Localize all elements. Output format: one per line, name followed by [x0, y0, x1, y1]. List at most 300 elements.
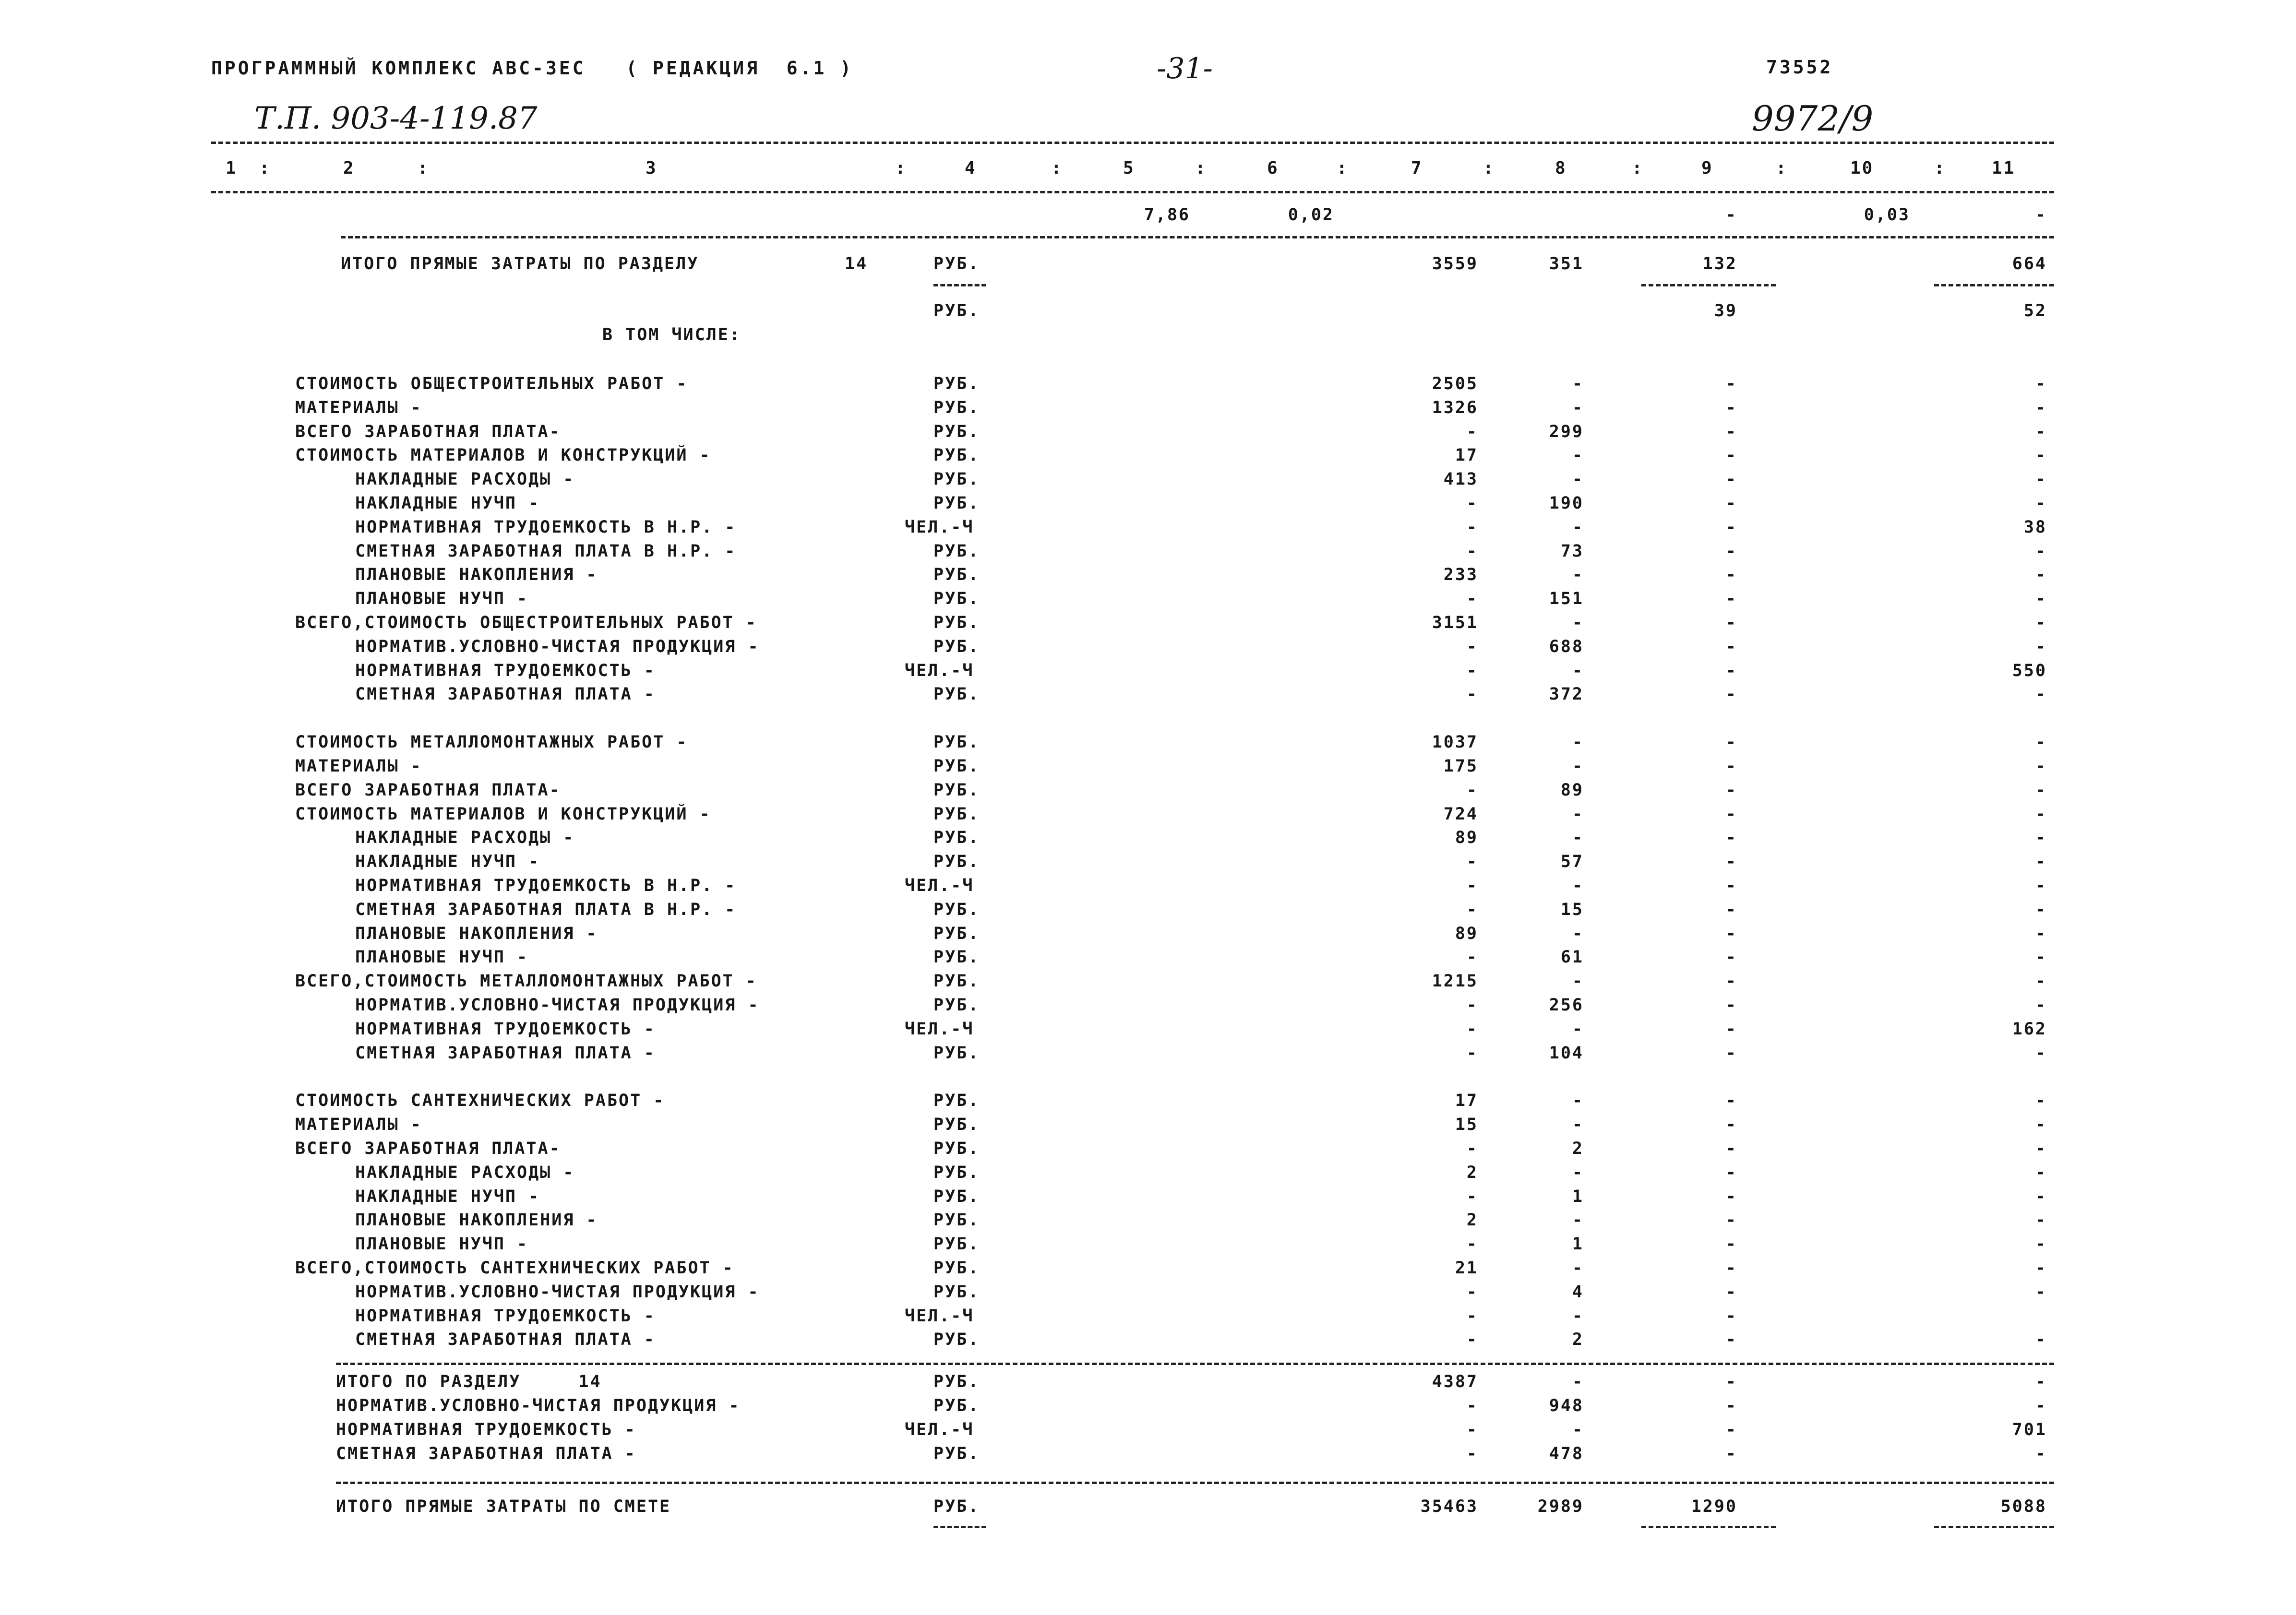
underline: [933, 1526, 986, 1528]
value-col8: 1: [1572, 1187, 1584, 1206]
column-number-5: 5: [1123, 158, 1135, 178]
value-col9: -: [1725, 1187, 1737, 1206]
page-number: -31-: [1157, 52, 1213, 85]
value-col7: 3151: [1432, 613, 1478, 632]
value-col11: -: [2035, 422, 2047, 441]
column-number-7: 7: [1411, 158, 1423, 178]
value-col9: -: [1725, 1420, 1737, 1439]
value-col8: 151: [1549, 589, 1584, 608]
section-total-label: ИТОГО ПРЯМЫЕ ЗАТРАТЫ ПО РАЗДЕЛУ: [341, 254, 699, 273]
unit: РУБ.: [933, 685, 980, 704]
unit: РУБ.: [933, 1187, 980, 1206]
value-col11: -: [2035, 1044, 2047, 1063]
unit: РУБ.: [933, 1282, 980, 1302]
value-col9: -: [1725, 1211, 1737, 1230]
column-separator: :: [1632, 158, 1644, 178]
value-col11: -: [2035, 374, 2047, 393]
value-col8: -: [1572, 876, 1584, 895]
total-label: ИТОГО ПО РАЗДЕЛУ 14: [336, 1372, 602, 1391]
value-col9: -: [1725, 1139, 1737, 1158]
value-col5: 7,86: [1144, 205, 1190, 225]
unit: РУБ.: [933, 1372, 980, 1391]
value-col11: -: [2035, 948, 2047, 967]
unit: РУБ.: [933, 1396, 980, 1415]
value-col8: -: [1572, 972, 1584, 991]
unit: РУБ.: [933, 1444, 980, 1463]
value-col11: -: [2035, 205, 2047, 225]
value-col9: -: [1725, 374, 1737, 393]
row-label: МАТЕРИАЛЫ -: [295, 398, 422, 417]
value-col8: -: [1572, 1259, 1584, 1278]
unit: РУБ.: [933, 733, 980, 752]
value-col11: -: [2035, 757, 2047, 776]
document-code: 73552: [1766, 57, 1833, 78]
value-col11: 664: [2012, 254, 2047, 273]
unit: РУБ.: [933, 757, 980, 776]
column-number-2: 2: [343, 158, 355, 178]
value-col11: -: [2035, 781, 2047, 800]
value-col7: 2505: [1432, 374, 1478, 393]
row-label: СМЕТНАЯ ЗАРАБОТНАЯ ПЛАТА -: [355, 685, 656, 704]
value-col11: -: [2035, 1139, 2047, 1158]
value-col9: -: [1725, 494, 1737, 513]
value-col11: -: [2035, 828, 2047, 847]
value-col7: 175: [1443, 757, 1478, 776]
column-number-10: 10: [1850, 158, 1874, 178]
value-col7: -: [1466, 661, 1478, 680]
row-label: СМЕТНАЯ ЗАРАБОТНАЯ ПЛАТА -: [355, 1044, 656, 1063]
value-col7: -: [1466, 1306, 1478, 1326]
value-col8: -: [1572, 518, 1584, 537]
column-number-8: 8: [1555, 158, 1567, 178]
total-label: СМЕТНАЯ ЗАРАБОТНАЯ ПЛАТА -: [336, 1444, 636, 1463]
value-col9: -: [1725, 518, 1737, 537]
section-rule: [341, 236, 2054, 238]
value-col11: -: [2035, 542, 2047, 561]
value-col9: -: [1725, 852, 1737, 871]
row-label: ПЛАНОВЫЕ НАКОПЛЕНИЯ -: [355, 565, 598, 584]
row-label: НАКЛАДНЫЕ НУЧП -: [355, 1187, 540, 1206]
value-col11: -: [2035, 1330, 2047, 1349]
value-col11: -: [2035, 1282, 2047, 1302]
unit: РУБ.: [933, 1211, 980, 1230]
value-col9: -: [1725, 205, 1737, 225]
unit: РУБ.: [933, 1497, 980, 1516]
value-col7: -: [1466, 494, 1478, 513]
value-col9: -: [1725, 542, 1737, 561]
value-col11: -: [2035, 805, 2047, 824]
row-label: СМЕТНАЯ ЗАРАБОТНАЯ ПЛАТА -: [355, 1330, 656, 1349]
value-col9: -: [1725, 661, 1737, 680]
column-number-4: 4: [965, 158, 977, 178]
unit: РУБ.: [933, 446, 980, 465]
value-col8: -: [1572, 1020, 1584, 1039]
value-col9: -: [1725, 1091, 1737, 1110]
unit: РУБ.: [933, 301, 980, 321]
unit: РУБ.: [933, 1330, 980, 1349]
row-label: НАКЛАДНЫЕ РАСХОДЫ -: [355, 828, 575, 847]
underline: [1641, 284, 1776, 286]
unit: РУБ.: [933, 1163, 980, 1182]
value-col7: -: [1466, 422, 1478, 441]
column-separator: :: [418, 158, 430, 178]
value-col7: -: [1466, 876, 1478, 895]
row-label: ВСЕГО ЗАРАБОТНАЯ ПЛАТА-: [295, 781, 561, 800]
value-col8: 256: [1549, 996, 1584, 1015]
row-label: ПЛАНОВЫЕ НАКОПЛЕНИЯ -: [355, 924, 598, 943]
unit: РУБ.: [933, 996, 980, 1015]
program-header: ПРОГРАММНЫЙ КОМПЛЕКС АВС-ЗЕС ( РЕДАКЦИЯ 6.1 ): [211, 58, 854, 79]
value-col8: 61: [1560, 948, 1584, 967]
row-label: МАТЕРИАЛЫ -: [295, 1115, 422, 1134]
unit: РУБ.: [933, 828, 980, 847]
unit: РУБ.: [933, 924, 980, 943]
row-label: СТОИМОСТЬ САНТЕХНИЧЕСКИХ РАБОТ -: [295, 1091, 665, 1110]
value-col7: 17: [1455, 446, 1478, 465]
grand-total-label: ИТОГО ПРЯМЫЕ ЗАТРАТЫ ПО СМЕТЕ: [336, 1497, 671, 1516]
row-label: ПЛАНОВЫЕ НУЧП -: [355, 589, 529, 608]
value-col9: 1290: [1691, 1497, 1737, 1516]
value-col8: -: [1572, 1306, 1584, 1326]
row-label: НОРМАТИВНАЯ ТРУДОЕМКОСТЬ -: [355, 1306, 656, 1326]
value-col9: -: [1725, 733, 1737, 752]
row-label: НОРМАТИВ.УСЛОВНО-ЧИСТАЯ ПРОДУКЦИЯ -: [355, 996, 760, 1015]
value-col7: -: [1466, 637, 1478, 656]
value-col7: -: [1466, 1420, 1478, 1439]
unit: ЧЕЛ.-Ч: [905, 1306, 974, 1326]
unit: РУБ.: [933, 565, 980, 584]
column-separator: :: [1051, 158, 1063, 178]
underline: [1934, 284, 2054, 286]
value-col7: 233: [1443, 565, 1478, 584]
value-col11: 52: [2023, 301, 2047, 321]
value-col7: 1215: [1432, 972, 1478, 991]
unit: РУБ.: [933, 805, 980, 824]
row-label: СМЕТНАЯ ЗАРАБОТНАЯ ПЛАТА В Н.Р. -: [355, 542, 737, 561]
value-col8: -: [1572, 757, 1584, 776]
value-col9: -: [1725, 613, 1737, 632]
value-col8: 104: [1549, 1044, 1584, 1063]
unit: РУБ.: [933, 422, 980, 441]
value-col8: -: [1572, 1115, 1584, 1134]
in-that-number-heading: В ТОМ ЧИСЛЕ:: [602, 325, 741, 344]
value-col9: -: [1725, 1115, 1737, 1134]
unit: РУБ.: [933, 1139, 980, 1158]
value-col7: -: [1466, 948, 1478, 967]
totals-rule: [336, 1363, 2054, 1365]
header-bottom-rule: [211, 191, 2054, 193]
row-label: НОРМАТИВНАЯ ТРУДОЕМКОСТЬ В Н.Р. -: [355, 876, 737, 895]
unit: РУБ.: [933, 1259, 980, 1278]
value-col9: -: [1725, 972, 1737, 991]
column-number-11: 11: [1992, 158, 2016, 178]
row-label: ВСЕГО,СТОИМОСТЬ МЕТАЛЛОМОНТАЖНЫХ РАБОТ -: [295, 972, 757, 991]
value-col8: 4: [1572, 1282, 1584, 1302]
value-col11: 38: [2023, 518, 2047, 537]
value-col8: -: [1572, 733, 1584, 752]
value-col11: -: [2035, 1187, 2047, 1206]
value-col8: -: [1572, 374, 1584, 393]
value-col7: -: [1466, 852, 1478, 871]
value-col11: 5088: [2000, 1497, 2047, 1516]
value-col8: -: [1572, 565, 1584, 584]
unit: РУБ.: [933, 613, 980, 632]
unit: РУБ.: [933, 1115, 980, 1134]
value-col9: -: [1725, 1444, 1737, 1463]
unit: РУБ.: [933, 542, 980, 561]
value-col8: -: [1572, 470, 1584, 489]
value-col9: -: [1725, 470, 1737, 489]
value-col8: 89: [1560, 781, 1584, 800]
value-col8: 1: [1572, 1235, 1584, 1254]
unit: РУБ.: [933, 1235, 980, 1254]
value-col11: -: [2035, 924, 2047, 943]
value-col11: -: [2035, 900, 2047, 919]
column-separator: :: [1934, 158, 1946, 178]
value-col7: -: [1466, 1187, 1478, 1206]
value-col9: -: [1725, 1235, 1737, 1254]
value-col9: -: [1725, 757, 1737, 776]
unit: РУБ.: [933, 900, 980, 919]
unit: РУБ.: [933, 972, 980, 991]
value-col7: 1037: [1432, 733, 1478, 752]
row-label: СМЕТНАЯ ЗАРАБОТНАЯ ПЛАТА В Н.Р. -: [355, 900, 737, 919]
value-col9: -: [1725, 1163, 1737, 1182]
value-col7: 3559: [1432, 254, 1478, 273]
unit: ЧЕЛ.-Ч: [905, 661, 974, 680]
unit: РУБ.: [933, 852, 980, 871]
value-col11: -: [2035, 733, 2047, 752]
row-label: ВСЕГО,СТОИМОСТЬ САНТЕХНИЧЕСКИХ РАБОТ -: [295, 1259, 734, 1278]
value-col9: -: [1725, 924, 1737, 943]
value-col8: 15: [1560, 900, 1584, 919]
unit: ЧЕЛ.-Ч: [905, 1020, 974, 1039]
handwritten-sheet-number: 9972/9: [1752, 98, 1874, 139]
value-col7: 413: [1443, 470, 1478, 489]
value-col11: -: [2035, 1211, 2047, 1230]
value-col9: -: [1725, 398, 1737, 417]
underline: [933, 284, 986, 286]
value-col11: -: [2035, 1163, 2047, 1182]
row-label: СТОИМОСТЬ МАТЕРИАЛОВ И КОНСТРУКЦИЙ -: [295, 805, 711, 824]
value-col11: -: [2035, 1396, 2047, 1415]
value-col8: 299: [1549, 422, 1584, 441]
value-col9: -: [1725, 589, 1737, 608]
unit: ЧЕЛ.-Ч: [905, 1420, 974, 1439]
row-label: НОРМАТИВ.УСЛОВНО-ЧИСТАЯ ПРОДУКЦИЯ -: [355, 637, 760, 656]
value-col11: -: [2035, 565, 2047, 584]
row-label: ПЛАНОВЫЕ НУЧП -: [355, 1235, 529, 1254]
value-col8: 57: [1560, 852, 1584, 871]
value-col8: 190: [1549, 494, 1584, 513]
unit: РУБ.: [933, 1044, 980, 1063]
row-label: СТОИМОСТЬ ОБЩЕСТРОИТЕЛЬНЫХ РАБОТ -: [295, 374, 688, 393]
row-label: СТОИМОСТЬ МЕТАЛЛОМОНТАЖНЫХ РАБОТ -: [295, 733, 688, 752]
unit: ЧЕЛ.-Ч: [905, 518, 974, 537]
value-col8: 351: [1549, 254, 1584, 273]
value-col11: -: [2035, 1115, 2047, 1134]
value-col11: -: [2035, 852, 2047, 871]
grand-total-rule: [336, 1482, 2054, 1484]
value-col8: 2: [1572, 1330, 1584, 1349]
value-col9: -: [1725, 1396, 1737, 1415]
total-label: НОРМАТИВНАЯ ТРУДОЕМКОСТЬ -: [336, 1420, 636, 1439]
value-col11: -: [2035, 398, 2047, 417]
unit: РУБ.: [933, 1091, 980, 1110]
value-col7: -: [1466, 781, 1478, 800]
column-separator: :: [1483, 158, 1495, 178]
value-col11: -: [2035, 1259, 2047, 1278]
value-col8: -: [1572, 1420, 1584, 1439]
value-col11: -: [2035, 637, 2047, 656]
value-col9: -: [1725, 1330, 1737, 1349]
row-label: НАКЛАДНЫЕ НУЧП -: [355, 494, 540, 513]
value-col11: -: [2035, 1235, 2047, 1254]
row-label: ВСЕГО ЗАРАБОТНАЯ ПЛАТА-: [295, 1139, 561, 1158]
value-col11: -: [2035, 589, 2047, 608]
total-label: НОРМАТИВ.УСЛОВНО-ЧИСТАЯ ПРОДУКЦИЯ -: [336, 1396, 741, 1415]
value-col9: -: [1725, 876, 1737, 895]
value-col8: 688: [1549, 637, 1584, 656]
unit: РУБ.: [933, 374, 980, 393]
row-label: СТОИМОСТЬ МАТЕРИАЛОВ И КОНСТРУКЦИЙ -: [295, 446, 711, 465]
value-col8: -: [1572, 446, 1584, 465]
value-col8: -: [1572, 805, 1584, 824]
unit: РУБ.: [933, 494, 980, 513]
value-col9: -: [1725, 637, 1737, 656]
value-col8: 478: [1549, 1444, 1584, 1463]
value-col11: 162: [2012, 1020, 2047, 1039]
value-col8: -: [1572, 828, 1584, 847]
value-col8: 2: [1572, 1139, 1584, 1158]
value-col7: -: [1466, 1444, 1478, 1463]
value-col8: -: [1572, 1372, 1584, 1391]
row-label: НАКЛАДНЫЕ РАСХОДЫ -: [355, 470, 575, 489]
value-col9: 132: [1702, 254, 1737, 273]
row-label: ПЛАНОВЫЕ НАКОПЛЕНИЯ -: [355, 1211, 598, 1230]
value-col9: -: [1725, 1282, 1737, 1302]
value-col8: 948: [1549, 1396, 1584, 1415]
value-col7: -: [1466, 589, 1478, 608]
value-col7: 2: [1466, 1211, 1478, 1230]
value-col8: -: [1572, 1091, 1584, 1110]
value-col8: -: [1572, 924, 1584, 943]
row-label: ПЛАНОВЫЕ НУЧП -: [355, 948, 529, 967]
value-col9: -: [1725, 565, 1737, 584]
value-col11: -: [2035, 613, 2047, 632]
value-col8: 2989: [1537, 1497, 1584, 1516]
value-col9: -: [1725, 1372, 1737, 1391]
value-col7: 35463: [1420, 1497, 1478, 1516]
column-number-1: 1: [226, 158, 238, 178]
column-separator: :: [895, 158, 907, 178]
value-col11: -: [2035, 1091, 2047, 1110]
value-col9: -: [1725, 1306, 1737, 1326]
value-col7: 21: [1455, 1259, 1478, 1278]
column-separator: :: [1337, 158, 1349, 178]
value-col11: -: [2035, 1372, 2047, 1391]
row-label: НОРМАТИВ.УСЛОВНО-ЧИСТАЯ ПРОДУКЦИЯ -: [355, 1282, 760, 1302]
value-col7: -: [1466, 1044, 1478, 1063]
unit: РУБ.: [933, 781, 980, 800]
value-col9: -: [1725, 685, 1737, 704]
value-col9: -: [1725, 996, 1737, 1015]
value-col11: 550: [2012, 661, 2047, 680]
value-col11: -: [2035, 876, 2047, 895]
value-col8: 73: [1560, 542, 1584, 561]
value-col8: -: [1572, 661, 1584, 680]
row-label: НОРМАТИВНАЯ ТРУДОЕМКОСТЬ -: [355, 1020, 656, 1039]
underline: [1934, 1526, 2054, 1528]
value-col8: -: [1572, 1163, 1584, 1182]
value-col9: -: [1725, 805, 1737, 824]
value-col9: -: [1725, 828, 1737, 847]
unit: РУБ.: [933, 254, 980, 273]
value-col7: 4387: [1432, 1372, 1478, 1391]
value-col9: -: [1725, 446, 1737, 465]
value-col9: -: [1725, 900, 1737, 919]
value-col11: -: [2035, 972, 2047, 991]
value-col11: -: [2035, 494, 2047, 513]
value-col7: 89: [1455, 924, 1478, 943]
value-col8: 372: [1549, 685, 1584, 704]
column-number-9: 9: [1701, 158, 1713, 178]
header-top-rule: [211, 142, 2054, 144]
row-label: НАКЛАДНЫЕ РАСХОДЫ -: [355, 1163, 575, 1182]
underline: [1641, 1526, 1776, 1528]
value-col7: -: [1466, 1020, 1478, 1039]
column-separator: :: [1195, 158, 1207, 178]
value-col8: -: [1572, 1211, 1584, 1230]
value-col7: -: [1466, 1330, 1478, 1349]
value-col8: -: [1572, 613, 1584, 632]
row-label: НОРМАТИВНАЯ ТРУДОЕМКОСТЬ В Н.Р. -: [355, 518, 737, 537]
value-col9: -: [1725, 1259, 1737, 1278]
value-col7: 89: [1455, 828, 1478, 847]
value-col9: -: [1725, 422, 1737, 441]
value-col7: 2: [1466, 1163, 1478, 1182]
row-label: ВСЕГО,СТОИМОСТЬ ОБЩЕСТРОИТЕЛЬНЫХ РАБОТ -: [295, 613, 757, 632]
row-label: МАТЕРИАЛЫ -: [295, 757, 422, 776]
column-separator: :: [1776, 158, 1788, 178]
value-col7: -: [1466, 518, 1478, 537]
value-col7: 1326: [1432, 398, 1478, 417]
unit: РУБ.: [933, 470, 980, 489]
unit: РУБ.: [933, 948, 980, 967]
value-col6: 0,02: [1288, 205, 1334, 225]
value-col10: 0,03: [1864, 205, 1910, 225]
unit: РУБ.: [933, 589, 980, 608]
unit: РУБ.: [933, 398, 980, 417]
row-label: ВСЕГО ЗАРАБОТНАЯ ПЛАТА-: [295, 422, 561, 441]
value-col7: -: [1466, 1282, 1478, 1302]
value-col7: 15: [1455, 1115, 1478, 1134]
row-label: НАКЛАДНЫЕ НУЧП -: [355, 852, 540, 871]
value-col11: 701: [2012, 1420, 2047, 1439]
row-label: НОРМАТИВНАЯ ТРУДОЕМКОСТЬ -: [355, 661, 656, 680]
value-col9: -: [1725, 948, 1737, 967]
column-number-6: 6: [1267, 158, 1279, 178]
value-col7: -: [1466, 685, 1478, 704]
value-col8: -: [1572, 398, 1584, 417]
section-number: 14: [845, 254, 868, 273]
value-col11: -: [2035, 470, 2047, 489]
value-col9: -: [1725, 781, 1737, 800]
value-col9: -: [1725, 1020, 1737, 1039]
value-col11: -: [2035, 446, 2047, 465]
value-col7: -: [1466, 1396, 1478, 1415]
value-col7: 724: [1443, 805, 1478, 824]
